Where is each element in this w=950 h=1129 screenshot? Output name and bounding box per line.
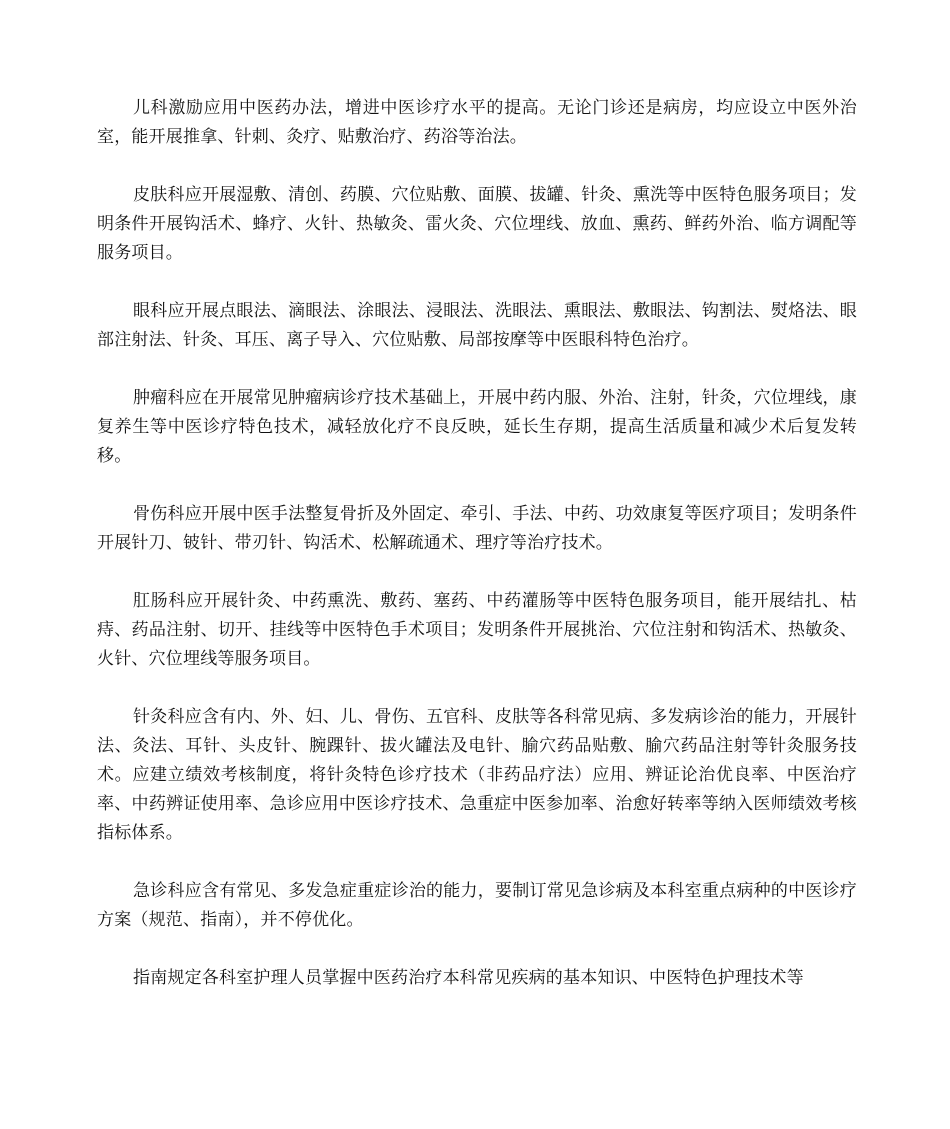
paragraph-nursing: 指南规定各科室护理人员掌握中医药治疗本科常见疾病的基本知识、中医特色护理技术等	[133, 968, 804, 988]
paragraph-anorectal: 肛肠科应开展针灸、中药熏洗、敷药、塞药、中药灌肠等中医特色服务项目，能开展结扎、枯痔、药品注射、切开、挂线等中医特色手术项目；发明条件开展挑治、穴位注射和钩活术、热敏灸、火针、穴位埋线等服务项目。	[97, 591, 857, 669]
paragraph-pediatrics: 儿科激励应用中医药办法，增进中医诊疗水平的提高。无论门诊还是病房，均应设立中医外治室，能开展推拿、针刺、灸疗、贴敷治疗、药浴等治法。	[97, 98, 857, 147]
document-body	[97, 94, 857, 1022]
paragraph-emergency: 急诊科应含有常见、多发急症重症诊治的能力，要制订常见急诊病及本科室重点病种的中医诊疗方案（规范、指南），并不停优化。	[97, 881, 857, 930]
paragraph-oncology: 肿瘤科应在开展常见肿瘤病诊疗技术基础上，开展中药内服、外治、注射，针灸，穴位埋线，康复养生等中医诊疗特色技术，减轻放化疗不良反映，延长生存期，提高生活质量和减少术后复发转移。	[97, 388, 857, 466]
paragraph-ophthalmology: 眼科应开展点眼法、滴眼法、涂眼法、浸眼法、洗眼法、熏眼法、敷眼法、钩割法、熨烙法、眼部注射法、针灸、耳压、离子导入、穴位贴敷、局部按摩等中医眼科特色治疗。	[97, 301, 857, 350]
paragraph-acupuncture: 针灸科应含有内、外、妇、儿、骨伤、五官科、皮肤等各科常见病、多发病诊治的能力，开展针法、灸法、耳针、头皮针、腕踝针、拔火罐法及电针、腧穴药品贴敷、腧穴药品注射等针灸服务技术。应建立绩效考核制度，将针灸特色诊疗技术（非药品疗法）应用、辨证论治优良率、中医治疗率、中药辨证使用率、急诊应用中医诊疗技术、急重症中医参加率、治愈好转率等纳入医师绩效考核指标体系。	[97, 707, 857, 843]
paragraph-dermatology: 皮肤科应开展湿敷、清创、药膜、穴位贴敷、面膜、拔罐、针灸、熏洗等中医特色服务项目；发明条件开展钩活术、蜂疗、火针、热敏灸、雷火灸、穴位埋线、放血、熏药、鲜药外治、临方调配等服务项目。	[97, 185, 857, 263]
paragraph-orthopedics: 骨伤科应开展中医手法整复骨折及外固定、牵引、手法、中药、功效康复等医疗项目；发明条件开展针刀、铍针、带刃针、钩活术、松解疏通术、理疗等治疗技术。	[97, 504, 857, 553]
